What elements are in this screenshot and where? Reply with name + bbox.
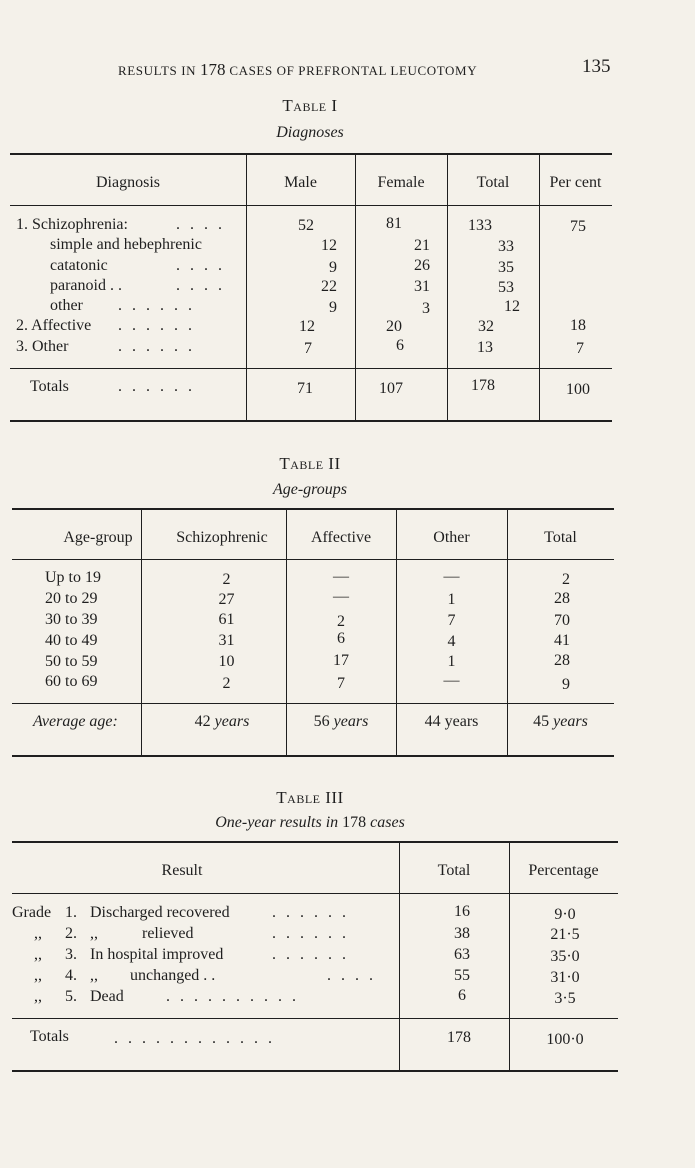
table-3-totals-rule [12, 1018, 618, 1019]
column-header: Total [476, 174, 510, 191]
table-2-subtitle: Age-groups [272, 481, 348, 498]
ditto-mark: ,, [34, 988, 42, 1005]
row-label: simple and hebephrenic [50, 236, 202, 253]
leader-dots: . . . . . . . . . . . . [114, 1030, 275, 1047]
age-group-cell: 50 to 59 [45, 653, 98, 670]
affective-cell: 2 [337, 613, 345, 630]
table-2-average-rule [12, 703, 614, 704]
column-header: Per cent [549, 174, 602, 191]
female-cell: 21 [414, 237, 430, 254]
total-cell: 28 [554, 652, 570, 669]
column-header: Total [544, 529, 577, 546]
row-label: Totals [30, 378, 69, 395]
total-cell: 63 [454, 946, 470, 963]
column-header: Affective [310, 529, 372, 546]
total-cell: 133 [468, 217, 492, 234]
schizophrenic-cell: 2 [222, 675, 231, 692]
other-cell: — [443, 568, 460, 585]
ditto-mark: ,, [34, 967, 42, 984]
row-label: Totals [30, 1028, 69, 1045]
total-cell: 2 [562, 571, 570, 588]
running-header [0, 56, 695, 80]
pct-cell: 100 [566, 381, 590, 398]
pct-cell: 75 [570, 218, 586, 235]
leader-dots: . . . . . . [118, 317, 195, 334]
female-cell: 31 [414, 278, 430, 295]
column-header: Schizophrenic [176, 529, 268, 546]
column-header: Other [433, 529, 470, 546]
column-header: Total [437, 862, 471, 879]
column-header: Age-group [63, 529, 133, 546]
result-label: Discharged recovered [90, 904, 230, 921]
pct-cell: 21·5 [550, 926, 580, 943]
male-cell: 71 [297, 380, 313, 397]
row-label: other [50, 297, 83, 314]
table-2-caption: Table II [279, 454, 341, 473]
other-cell: 1 [447, 653, 456, 670]
total-cell: 178 [471, 377, 495, 394]
total-cell: 16 [454, 903, 470, 920]
schizophrenic-cell: 2 [222, 571, 231, 588]
female-cell: 26 [414, 257, 430, 274]
table-3-bottom-rule [12, 1070, 618, 1072]
total-cell: 9 [562, 676, 570, 693]
female-cell: 6 [396, 337, 404, 354]
average-total: 45 years [533, 713, 588, 730]
leader-dots: . . . . . . [272, 904, 349, 921]
grade-number: 2. [65, 925, 77, 942]
total-cell: 55 [454, 967, 470, 984]
total-cell: 28 [554, 590, 570, 607]
table-1-header-rule [10, 205, 612, 206]
schizophrenic-cell: 31 [218, 632, 235, 649]
total-cell: 13 [477, 339, 493, 356]
table-3-header-rule [12, 893, 618, 894]
age-group-cell: 60 to 69 [45, 673, 98, 690]
running-title: RESULTS IN 178 CASES OF PREFRONTAL LEUCOTOMY [118, 60, 478, 79]
average-affective: 56 years [313, 713, 369, 730]
row-label: 1. Schizophrenia: [16, 216, 128, 233]
table-1-bottom-rule [10, 420, 612, 422]
leader-dots: . . . . . . [272, 925, 349, 942]
table-1-top-rule [10, 153, 612, 155]
total-cell: 32 [478, 318, 494, 335]
row-label: 3. Other [16, 338, 69, 355]
row-label: paranoid . . [50, 277, 122, 294]
age-group-cell: 30 to 39 [45, 611, 98, 628]
male-cell: 12 [299, 318, 315, 335]
pct-cell: 9·0 [554, 906, 576, 923]
age-group-cell: 40 to 49 [45, 632, 98, 649]
total-cell: 41 [554, 632, 570, 649]
total-cell: 12 [504, 298, 520, 315]
male-cell: 9 [329, 259, 337, 276]
male-cell: 12 [321, 237, 337, 254]
other-cell: — [443, 672, 460, 689]
grade-number: 4. [65, 967, 77, 984]
female-cell: 81 [386, 215, 402, 232]
grade-label: Grade [12, 904, 52, 921]
pct-cell: 3·5 [554, 990, 576, 1007]
grade-number: 1. [65, 904, 77, 921]
table-3-caption: Table III [276, 788, 344, 807]
pct-cell: 7 [576, 340, 584, 357]
leader-dots: . . . . [176, 216, 225, 233]
pct-cell: 100·0 [546, 1031, 584, 1048]
total-cell: 70 [554, 612, 570, 629]
age-group-cell: 20 to 29 [45, 590, 98, 607]
schizophrenic-cell: 61 [218, 611, 235, 628]
pct-cell: 18 [570, 317, 586, 334]
other-cell: 1 [447, 591, 456, 608]
column-header: Result [161, 862, 203, 879]
total-cell: 53 [498, 279, 514, 296]
affective-cell: — [333, 568, 349, 585]
leader-dots: . . . . . . [272, 946, 349, 963]
male-cell: 22 [321, 278, 337, 295]
table-2-top-rule [12, 508, 614, 510]
average-other: 44 years [424, 713, 479, 730]
total-cell: 6 [458, 987, 466, 1004]
male-cell: 9 [329, 299, 337, 316]
female-cell: 3 [422, 300, 430, 317]
female-cell: 107 [379, 380, 403, 397]
table-2-bottom-rule [12, 755, 614, 757]
row-label: catatonic [50, 257, 108, 274]
table-1-totals-rule [10, 368, 612, 369]
male-cell: 7 [304, 340, 312, 357]
other-cell: 7 [447, 612, 456, 629]
ditto-mark: ,, [34, 925, 42, 942]
column-header: Female [377, 174, 425, 191]
affective-cell: 7 [337, 675, 345, 692]
row-label: 2. Affective [16, 317, 92, 334]
page-number: 135 [582, 56, 611, 77]
other-cell: 4 [447, 633, 456, 650]
affective-cell: 17 [333, 652, 349, 669]
pct-cell: 31·0 [550, 969, 580, 986]
table-1-subtitle: Diagnoses [276, 124, 344, 141]
schizophrenic-cell: 10 [218, 653, 235, 670]
average-schizophrenic: 42 years [194, 713, 250, 730]
leader-dots: . . . . [327, 967, 376, 984]
table-3-subtitle: One-year results in 178 cases [215, 814, 405, 831]
leader-dots: . . . . . . . . . . [166, 988, 299, 1005]
column-header: Percentage [528, 862, 599, 879]
affective-cell: — [333, 588, 349, 605]
result-label: ,, relieved [90, 925, 194, 942]
male-cell: 52 [298, 217, 314, 234]
total-cell: 38 [454, 925, 470, 942]
leader-dots: . . . . . . [118, 297, 195, 314]
total-cell: 178 [447, 1029, 471, 1046]
schizophrenic-cell: 27 [218, 591, 235, 608]
leader-dots: . . . . [176, 277, 225, 294]
table-1-caption: Table I [282, 96, 338, 115]
female-cell: 20 [386, 318, 402, 335]
table-2-header-rule [12, 559, 614, 560]
table-3-top-rule [12, 841, 618, 843]
total-cell: 33 [498, 238, 514, 255]
result-label: In hospital improved [90, 946, 224, 963]
leader-dots: . . . . [176, 257, 225, 274]
grade-number: 5. [65, 988, 77, 1005]
ditto-mark: ,, [34, 946, 42, 963]
grade-number: 3. [65, 946, 77, 963]
total-cell: 35 [498, 259, 514, 276]
age-group-cell: Up to 19 [45, 569, 101, 586]
column-header: Male [284, 174, 317, 191]
leader-dots: . . . . . . [118, 378, 195, 395]
column-header: Diagnosis [96, 174, 160, 191]
average-label: Average age: [33, 713, 118, 730]
pct-cell: 35·0 [550, 948, 580, 965]
result-label: ,, unchanged . . [90, 967, 216, 984]
result-label: Dead [90, 988, 124, 1005]
leader-dots: . . . . . . [118, 338, 195, 355]
affective-cell: 6 [337, 630, 345, 647]
